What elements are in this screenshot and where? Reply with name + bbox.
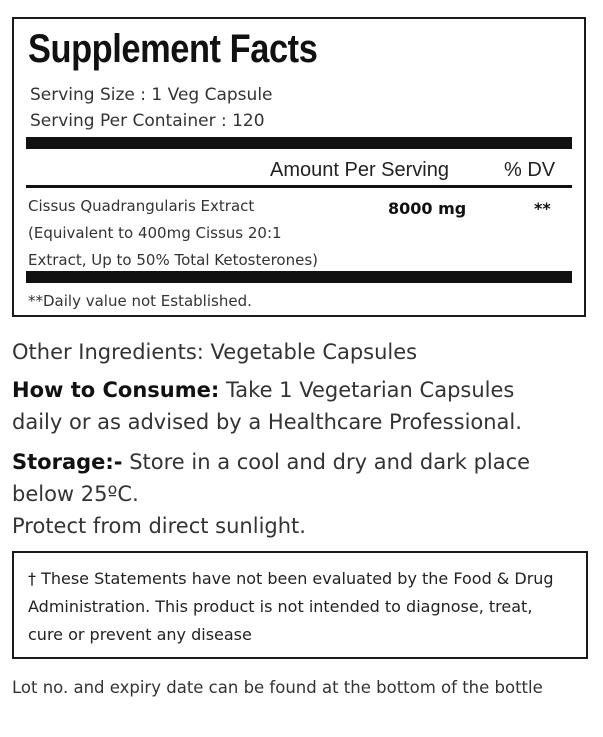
- ingredient-amount: 8000 mg: [388, 199, 467, 218]
- storage-label: Storage:-: [12, 450, 123, 474]
- disclaimer-line: † These Statements have not been evaluated by the Food & Drug: [28, 569, 554, 588]
- fda-disclaimer-box: [12, 551, 588, 659]
- how-to-consume-line2: daily or as advised by a Healthcare Professional.: [12, 410, 522, 434]
- divider-thick-bottom: [26, 271, 572, 283]
- disclaimer-line: cure or prevent any disease: [28, 625, 252, 644]
- how-to-consume-label: How to Consume:: [12, 378, 220, 402]
- how-to-consume-line1: [12, 374, 514, 406]
- divider-thick-top: [26, 137, 572, 149]
- storage-line2: below 25ºC.: [12, 482, 139, 506]
- divider-thin: [26, 185, 572, 188]
- supplement-facts-panel: [12, 17, 586, 317]
- other-ingredients: Other Ingredients: Vegetable Capsules: [12, 340, 418, 364]
- storage-line3: Protect from direct sunlight.: [12, 514, 306, 538]
- servings-per-container: Serving Per Container : 120: [30, 111, 265, 131]
- how-to-consume-text: Take 1 Vegetarian Capsules: [219, 378, 515, 402]
- daily-value-header: % DV: [504, 159, 556, 181]
- serving-size: Serving Size : 1 Veg Capsule: [30, 85, 273, 105]
- ingredient-line: Cissus Quadrangularis Extract: [28, 197, 255, 215]
- ingredient-daily-value: **: [534, 199, 551, 218]
- ingredient-line: Extract, Up to 50% Total Ketosterones): [28, 251, 318, 269]
- daily-value-footnote: **Daily value not Established.: [28, 292, 252, 310]
- storage-text: Store in a cool and dry and dark place: [122, 450, 531, 474]
- storage-line1: [12, 446, 530, 478]
- disclaimer-line: Administration. This product is not intended to diagnose, treat,: [28, 597, 533, 616]
- lot-expiry-note: Lot no. and expiry date can be found at the bottom of the bottle: [12, 678, 543, 697]
- ingredient-line: (Equivalent to 400mg Cissus 20:1: [28, 224, 282, 242]
- amount-per-serving-header: Amount Per Serving: [270, 159, 449, 181]
- facts-title: Supplement Facts: [28, 27, 318, 71]
